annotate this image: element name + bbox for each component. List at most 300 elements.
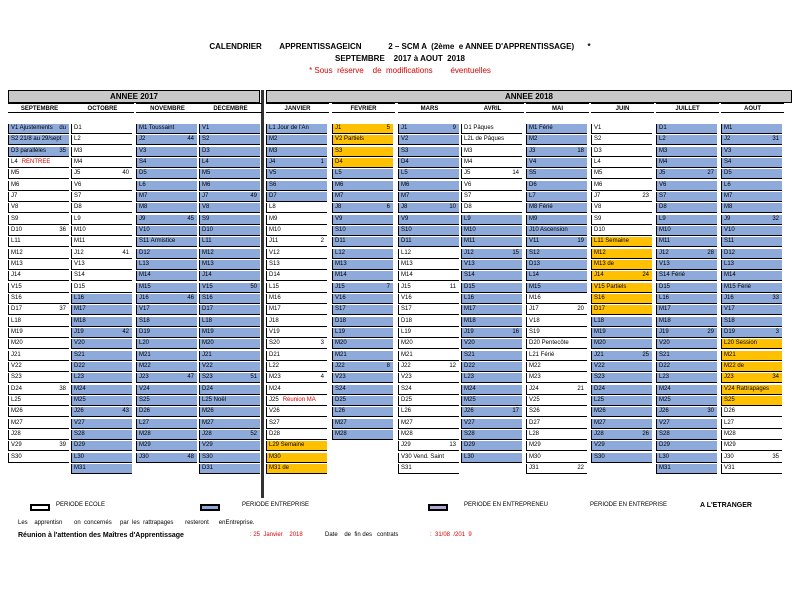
day-label: D7 (269, 192, 277, 199)
day-cell (71, 249, 132, 259)
day-label: J30 (724, 453, 734, 460)
day-cell (721, 419, 782, 429)
day-label: D24 (202, 385, 214, 392)
day-cell (199, 215, 260, 225)
day-label: V27 (659, 419, 670, 426)
day-label: S18 (724, 317, 735, 324)
day-label: L28 (529, 430, 540, 437)
day-label: D8 (464, 204, 472, 211)
day-label: L6 (724, 181, 731, 188)
day-cell (591, 192, 652, 202)
day-label: V8 (202, 204, 210, 211)
week-number: 12 (449, 362, 456, 369)
day-cell (136, 203, 197, 213)
day-cell (461, 271, 522, 281)
day-cell (526, 249, 587, 259)
day-label: V17 (724, 306, 735, 313)
day-cell (8, 385, 69, 395)
day-cell (526, 203, 587, 213)
day-label: M13 de (594, 260, 615, 267)
day-label: M6 (202, 181, 211, 188)
day-label: V1 (594, 125, 602, 131)
week-number: 7 (386, 283, 390, 290)
day-label: L25 Noël (202, 396, 227, 403)
day-label: D5 (139, 170, 147, 177)
day-label: M19 (202, 328, 214, 335)
day-label: L8 (269, 204, 276, 211)
day-cell (398, 362, 459, 372)
day-cell (199, 226, 260, 236)
day-label: M7 (139, 192, 148, 199)
day-cell (398, 249, 459, 259)
day-cell (199, 430, 260, 440)
day-cell (332, 124, 393, 134)
day-label: M25 (74, 396, 86, 403)
day-label: L16 (74, 294, 85, 301)
day-cell (591, 260, 652, 270)
day-cell (526, 419, 587, 429)
day-cell (8, 124, 69, 134)
day-cell (656, 328, 717, 338)
day-label: J21 (11, 351, 21, 358)
day-cell (71, 339, 132, 349)
day-cell (461, 203, 522, 213)
day-cell (8, 249, 69, 259)
day-label: J12 (659, 249, 669, 256)
day-label: L30 (659, 453, 670, 460)
day-label: J21 (594, 351, 604, 358)
day-cell (398, 339, 459, 349)
day-label: V22 (202, 362, 213, 369)
day-cell (591, 294, 652, 304)
day-label: D11 (401, 238, 412, 245)
day-cell (721, 147, 782, 157)
day-cell (398, 169, 459, 179)
day-label: S16 (11, 294, 22, 301)
day-label: S14 (464, 272, 475, 279)
day-label: M17 (659, 306, 671, 313)
day-label: D17 (594, 306, 606, 313)
day-cell (332, 260, 393, 270)
day-label: M25 (464, 396, 476, 403)
day-label: M14 (724, 272, 736, 279)
day-label: M23 (529, 374, 541, 381)
month-header-mars: MARS (398, 103, 461, 113)
week-number: 36 (59, 226, 66, 233)
day-label: L1 Jour de l'An (269, 125, 309, 131)
day-cell (136, 124, 197, 134)
day-label: M15 (139, 283, 151, 290)
day-label: L20 (139, 340, 150, 347)
week-number: 19 (577, 238, 584, 245)
day-cell (526, 339, 587, 349)
day-label: S2 21/8 au 29/sept (11, 136, 62, 143)
day-label: D8 (659, 204, 667, 211)
week-number: 30 (707, 408, 714, 415)
day-cell (461, 407, 522, 417)
day-cell (398, 192, 459, 202)
day-cell (591, 181, 652, 191)
week-number: 39 (59, 442, 66, 449)
day-cell (8, 147, 69, 157)
day-cell (8, 430, 69, 440)
day-cell (8, 317, 69, 327)
day-label: M20 (11, 340, 23, 347)
month-header-octobre: OCTOBRE (71, 103, 134, 113)
day-label: V19 (269, 328, 280, 335)
day-cell (8, 271, 69, 281)
day-label: M11 (74, 238, 86, 245)
day-cell (398, 407, 459, 417)
day-label: L19 (401, 328, 412, 335)
footer-contract-label: Date de fin des contrats (325, 532, 399, 538)
day-cell (591, 339, 652, 349)
day-label: V23 (335, 374, 346, 381)
day-cell (136, 260, 197, 270)
day-label: M21 (401, 351, 413, 358)
day-label: D29 (464, 442, 476, 449)
day-label: D10 (594, 226, 606, 233)
day-label: D15 (659, 283, 671, 290)
day-cell (199, 158, 260, 168)
day-cell (71, 260, 132, 270)
day-label: J17 (529, 306, 539, 313)
day-label: M11 (659, 238, 671, 245)
day-label: M14 (139, 272, 151, 279)
week-number: 43 (122, 408, 129, 415)
day-label: M4 (74, 158, 83, 165)
day-label: M29 (724, 442, 736, 449)
day-cell (656, 124, 717, 134)
day-label: M21 (724, 351, 736, 358)
day-label: S2 (202, 136, 210, 143)
day-label: S9 (11, 215, 19, 222)
day-label: M5 (11, 170, 20, 177)
day-cell (526, 192, 587, 202)
day-label: M10 (659, 226, 671, 233)
day-cell (8, 181, 69, 191)
day-cell (71, 203, 132, 213)
day-label: M16 (529, 294, 541, 301)
day-cell (136, 385, 197, 395)
day-cell (461, 192, 522, 202)
day-label: D22 (659, 362, 671, 369)
day-label: M17 (269, 306, 281, 313)
day-label: S17 (335, 306, 346, 313)
day-label: L27 (724, 419, 735, 426)
day-cell (721, 215, 782, 225)
day-cell (721, 226, 782, 236)
day-label: V6 (464, 181, 472, 188)
day-cell (656, 362, 717, 372)
day-label: D18 (335, 317, 347, 324)
day-cell (656, 192, 717, 202)
day-event-red: Réunion MA (282, 396, 316, 403)
day-label: L2 (659, 136, 666, 143)
day-label: V8 (11, 204, 19, 211)
day-cell (71, 147, 132, 157)
day-label: D13 (529, 260, 541, 267)
day-cell (199, 373, 260, 383)
day-cell (398, 441, 459, 451)
month-header-fevrier: FEVRIER (332, 103, 395, 113)
week-number: 17 (512, 408, 519, 415)
day-cell (461, 249, 522, 259)
week-number: 6 (386, 204, 390, 211)
day-cell (461, 362, 522, 372)
day-label: J23 (724, 374, 734, 381)
footer-note: Les apprentisn on concernés par les rattrapages resteront enEntreprise. (18, 520, 255, 526)
day-label: M20 (401, 340, 413, 347)
day-cell (199, 407, 260, 417)
day-cell (199, 124, 260, 134)
month-header-mai: MAI (526, 103, 589, 113)
day-label: D11 (335, 238, 346, 245)
week-number: 18 (577, 147, 584, 154)
day-label: M7 (335, 192, 344, 199)
week-number: 48 (187, 453, 194, 460)
week-number: 26 (642, 430, 649, 437)
day-cell (656, 271, 717, 281)
day-cell (71, 192, 132, 202)
day-cell (398, 226, 459, 236)
day-label: V23 (401, 374, 412, 381)
day-label: M29 (139, 442, 151, 449)
day-cell (591, 407, 652, 417)
week-number: 51 (250, 374, 257, 381)
week-number: 2 (320, 238, 324, 245)
day-label: M3 (464, 147, 473, 154)
day-cell (721, 203, 782, 213)
day-cell (721, 283, 782, 293)
day-label: L21 Férié (529, 351, 555, 358)
day-label: D8 (74, 204, 82, 211)
day-cell (8, 453, 69, 463)
day-cell (332, 407, 393, 417)
day-cell (8, 294, 69, 304)
day-cell (461, 385, 522, 395)
day-cell (526, 135, 587, 145)
day-cell (266, 283, 327, 293)
day-cell (8, 158, 69, 168)
day-label: L14 (529, 272, 540, 279)
day-label: M4 (464, 158, 473, 165)
day-label: S23 (202, 374, 213, 381)
day-cell (71, 373, 132, 383)
day-label: V10 (724, 226, 735, 233)
day-cell (591, 124, 652, 134)
day-label: L11 Semaine (594, 238, 629, 245)
week-number: 13 (449, 442, 456, 449)
day-label: J19 (74, 328, 84, 335)
day-label: V13 (659, 260, 670, 267)
day-label: L29 Semaine (269, 442, 305, 449)
day-label: D26 (139, 408, 151, 415)
day-cell (71, 430, 132, 440)
day-cell (656, 430, 717, 440)
day-cell (266, 373, 327, 383)
day-label: J22 (335, 362, 345, 369)
day-label: J23 (139, 374, 149, 381)
day-cell (199, 181, 260, 191)
day-label: J11 (269, 238, 279, 245)
day-label: S27 (269, 419, 280, 426)
day-label: S21 (74, 351, 85, 358)
day-label: M26 (594, 408, 606, 415)
day-cell (136, 249, 197, 259)
day-cell (591, 249, 652, 259)
day-cell (591, 396, 652, 406)
day-label: M27 (401, 419, 413, 426)
day-label: M18 (464, 317, 476, 324)
week-number: 45 (187, 215, 194, 222)
day-cell (461, 215, 522, 225)
day-cell (136, 407, 197, 417)
day-cell (591, 362, 652, 372)
day-label: M20 (202, 340, 214, 347)
month-header-juin: JUIN (591, 103, 654, 113)
day-cell (591, 283, 652, 293)
day-cell (461, 147, 522, 157)
day-label: L22 (269, 362, 280, 369)
day-label: M24 (659, 385, 671, 392)
day-cell (656, 407, 717, 417)
day-cell (656, 351, 717, 361)
day-label: L11 (202, 238, 212, 245)
day-cell (266, 453, 327, 463)
day-cell (8, 237, 69, 247)
legend-entrepreneur-label: PERIODE EN ENTREPRENEU (464, 502, 549, 508)
day-cell (398, 283, 459, 293)
day-label: S10 (335, 226, 346, 233)
week-number: 3 (775, 328, 779, 335)
day-label: V6 (659, 181, 667, 188)
day-label: J18 (269, 317, 279, 324)
day-label: D1 (659, 125, 667, 131)
day-cell (199, 305, 260, 315)
day-cell (398, 215, 459, 225)
day-cell (526, 226, 587, 236)
day-cell (266, 158, 327, 168)
day-label: V27 (74, 419, 85, 426)
day-cell (332, 169, 393, 179)
day-cell (656, 419, 717, 429)
day-label: M19 (11, 328, 23, 335)
day-label: M28 (401, 430, 413, 437)
legend-etranger-label: PERIODE EN ENTREPRISE (590, 502, 668, 508)
day-label: L5 (401, 170, 408, 177)
week-number: 21 (577, 385, 584, 392)
day-cell (526, 441, 587, 451)
day-label: S17 (401, 306, 412, 313)
day-label: D18 (401, 317, 413, 324)
day-label: L15 (269, 283, 280, 290)
year-2018-bar: ANNEE 2018 (266, 90, 792, 103)
day-label: S18 (139, 317, 150, 324)
day-label: S6 (269, 181, 277, 188)
day-cell (591, 169, 652, 179)
day-cell (332, 192, 393, 202)
day-label: L16 (464, 294, 475, 301)
week-number: 25 (642, 351, 649, 358)
day-cell (461, 124, 522, 134)
day-label: S3 (335, 147, 343, 154)
month-header-avril: AVRIL (461, 103, 524, 113)
month-header-septembre: SEPTEMBRE (8, 103, 71, 113)
day-label: V18 (529, 317, 540, 324)
day-cell (656, 339, 717, 349)
day-label: V20 (74, 340, 85, 347)
week-number: 20 (577, 306, 584, 313)
day-label: S16 (594, 294, 605, 301)
day-cell (8, 283, 69, 293)
day-label: M27 (335, 419, 347, 426)
day-cell (199, 385, 260, 395)
day-label: M5 (202, 170, 211, 177)
day-label: J8 (401, 204, 408, 211)
day-label: M25 (659, 396, 671, 403)
day-cell (136, 294, 197, 304)
day-cell (398, 147, 459, 157)
day-cell (136, 215, 197, 225)
day-label: M14 (335, 272, 347, 279)
day-label: L6 (139, 181, 146, 188)
day-cell (266, 464, 327, 474)
day-cell (136, 430, 197, 440)
day-cell (266, 249, 327, 259)
day-label: V29 (202, 442, 213, 449)
week-number: 28 (707, 249, 714, 256)
day-cell (332, 135, 393, 145)
day-label: D12 (724, 249, 736, 256)
day-label: V1 Ajustements (11, 125, 53, 131)
day-label: V25 (529, 396, 540, 403)
day-cell (461, 237, 522, 247)
day-label: D21 (269, 351, 281, 358)
day-cell (526, 181, 587, 191)
day-label: M6 (11, 181, 20, 188)
day-label: D1 (74, 125, 82, 131)
day-label: J14 (202, 272, 212, 279)
day-cell (721, 464, 782, 474)
day-cell (136, 169, 197, 179)
day-label: S7 (464, 192, 472, 199)
day-label: M20 (335, 340, 347, 347)
week-number: 29 (707, 328, 714, 335)
day-cell (461, 396, 522, 406)
day-label: D19 (139, 328, 151, 335)
day-label: M18 (659, 317, 671, 324)
day-label: D27 (529, 419, 541, 426)
day-label: S28 (464, 430, 475, 437)
day-cell (136, 305, 197, 315)
week-number: 23 (642, 192, 649, 199)
day-cell (199, 135, 260, 145)
day-cell (656, 373, 717, 383)
day-cell (8, 192, 69, 202)
day-label: S4 (139, 158, 147, 165)
day-cell (199, 294, 260, 304)
day-cell (71, 294, 132, 304)
day-cell (591, 373, 652, 383)
day-label: M9 (269, 215, 278, 222)
day-cell (199, 237, 260, 247)
day-cell (266, 407, 327, 417)
day-label: S30 (202, 453, 213, 460)
day-cell (71, 385, 132, 395)
day-label: J9 (139, 215, 146, 222)
legend-entrepreneur-swatch (428, 504, 448, 511)
